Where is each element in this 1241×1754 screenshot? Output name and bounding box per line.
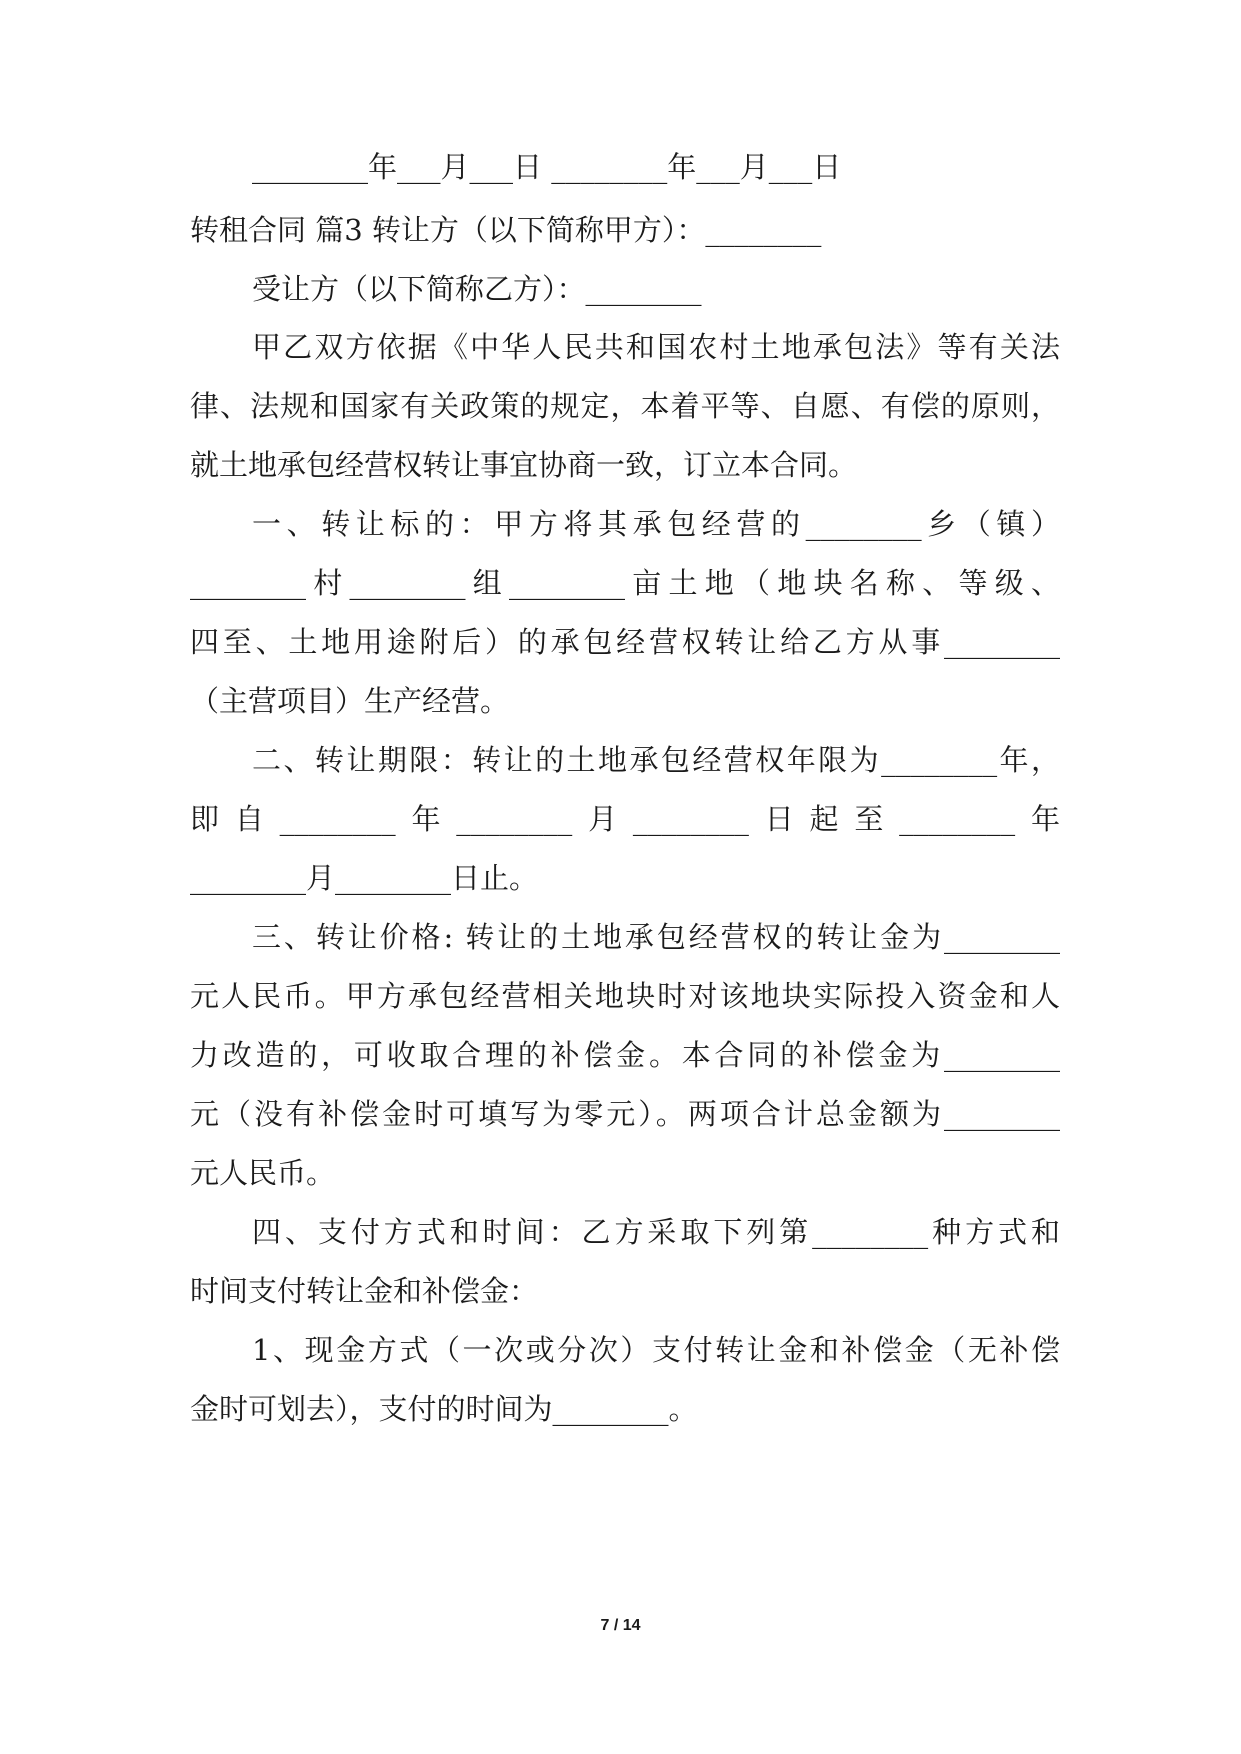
preamble-line-3: 就土地承包经营权转让事宜协商一致，订立本合同。 (190, 448, 858, 482)
clause-2-line-3: ________月________日止。 (190, 861, 539, 895)
payment-option-1-line-1: 1、现金方式（一次或分次）支付转让金和补偿金（无补偿 (252, 1333, 1060, 1367)
clause-1-line-3: 四至、土地用途附后）的承包经营权转让给乙方从事________ (190, 625, 1060, 659)
clause-3-line-4: 元（没有补偿金时可填写为零元）。两项合计总金额为________ (190, 1097, 1060, 1131)
clause-1-line-1: 一、转让标的：甲方将其承包经营的________乡（镇） (252, 507, 1060, 541)
contract-heading-line: 转租合同 篇3 转让方（以下简称甲方）：________ (190, 213, 822, 247)
clause-3-line-3: 力改造的，可收取合理的补偿金。本合同的补偿金为________ (190, 1038, 1060, 1072)
clause-4-line-2: 时间支付转让金和补偿金： (190, 1274, 539, 1308)
signature-date-line: ________年___月___日 ________年___月___日 (252, 150, 842, 184)
transferee-line: 受让方（以下简称乙方）：________ (252, 272, 702, 306)
clause-3-line-5: 元人民币。 (190, 1156, 336, 1190)
clause-1-line-4: （主营项目）生产经营。 (190, 684, 510, 718)
preamble-line-2: 律、法规和国家有关政策的规定，本着平等、自愿、有偿的原则， (190, 389, 1060, 423)
clause-2-line-2: 即自________年________月________日起至________年 (190, 802, 1060, 836)
clause-4-line-1: 四、支付方式和时间：乙方采取下列第________种方式和 (252, 1215, 1060, 1249)
clause-2-line-1: 二、转让期限：转让的土地承包经营权年限为________年， (252, 743, 1060, 777)
payment-option-1-line-2: 金时可划去），支付的时间为________。 (190, 1392, 698, 1426)
page-number: 7 / 14 (600, 1617, 641, 1634)
clause-3-line-2: 元人民币。甲方承包经营相关地块时对该地块实际投入资金和人 (190, 979, 1060, 1013)
preamble-line-1: 甲乙双方依据《中华人民共和国农村土地承包法》等有关法 (252, 330, 1060, 364)
clause-3-line-1: 三、转让价格: 转让的土地承包经营权的转让金为________ (252, 920, 1060, 954)
clause-1-line-2: ________村________组________亩土地（地块名称、等级、 (190, 566, 1060, 600)
